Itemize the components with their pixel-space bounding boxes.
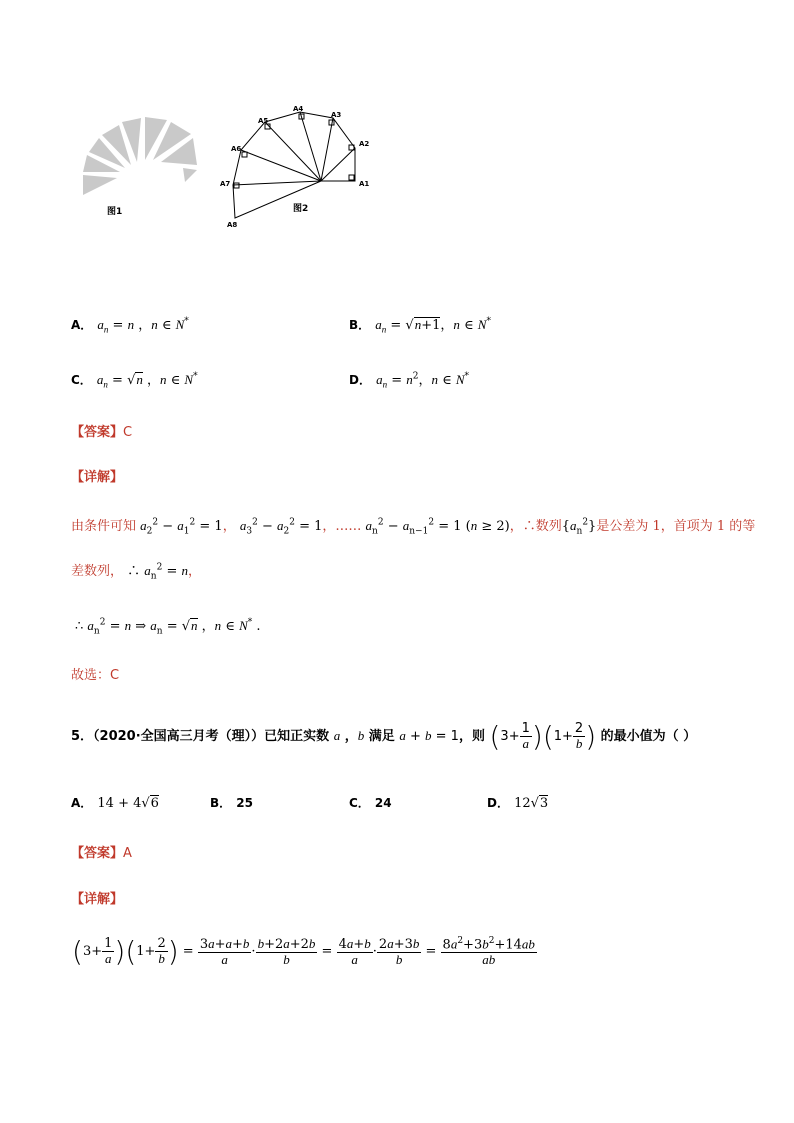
q5-option-a: A． 14 + 4√6 (71, 796, 159, 811)
point-label-a4: A4 (293, 105, 304, 113)
q4-option-c: C． $a_n = √n$ ，n ∈ N* (71, 371, 198, 390)
point-label-a5: A5 (258, 117, 269, 125)
q5-option-d: D． 12√3 (487, 796, 549, 811)
q4-option-a: A． $a_n = n$ ，n ∈ N* (71, 316, 189, 335)
q5-answer: 【答案】A (71, 846, 132, 861)
point-label-a6: A6 (231, 145, 242, 153)
point-label-a3: A3 (331, 111, 342, 119)
q4-conclusion: 故选：C (71, 668, 120, 683)
point-label-a7: A7 (220, 180, 231, 188)
q5-stem: 5．（2020·全国高三月考（理））已知正实数 a ，b 满足 a + b = 1，则 (3+ $\frac{1}{a}$ )(1+ $\frac{2}{b}$ ) 的最小值为（ ） (71, 720, 697, 753)
point-label-a1: A1 (359, 180, 370, 188)
q4-option-d: D． $a_n = n^2$，n ∈ N* (349, 371, 470, 390)
q4-detail-line-3: ∴ $a_n^2 = n$ ⇒ $a_n = √n$ ，n ∈ N* . (75, 617, 261, 637)
figure-area (75, 100, 395, 235)
q5-detail-tag: 【详解】 (71, 892, 124, 907)
point-label-a8: A8 (227, 221, 238, 229)
point-label-a2: A2 (359, 140, 370, 148)
figure-2-spiral-icon (215, 100, 395, 235)
q5-option-b: B． 25 (210, 796, 253, 810)
q5-option-c: C． 24 (349, 796, 392, 810)
q4-detail-line-1: 由条件可知 $a_2^2 - a_1^2 = 1$， $a_3^2 - a_2^2 = 1$，…… $a_n^2 - a_{n-1}^2 = 1$ (n ≥ 2)，∴数列$\{a_n^2\}$是公差为 1，首项为 1 的等 (71, 517, 756, 537)
q4-detail-tag: 【详解】 (71, 470, 124, 485)
q4-answer: 【答案】C (71, 425, 133, 440)
figure-2-caption: 图2 (293, 204, 309, 214)
figure-1-fan-icon (75, 110, 205, 220)
q4-detail-line-2: 差数列， ∴ $a_n^2 = n$， (71, 562, 202, 582)
q4-option-b: B． $a_n = √n+1$，n ∈ N* (349, 316, 491, 335)
figure-1-caption: 图1 (107, 207, 123, 217)
q5-derivation: (3+ $\frac{1}{a}$ )(1+ $\frac{2}{b}$ ) = $\frac{3a+a+b}{a}$ · $\frac{b+2a+2b}{b}$ = $\frac{4a+b}{a}$ · $\frac{2a+3b}{b}$ = $\frac{8a^2+3b^2+14ab}{ab}$ (72, 935, 535, 968)
